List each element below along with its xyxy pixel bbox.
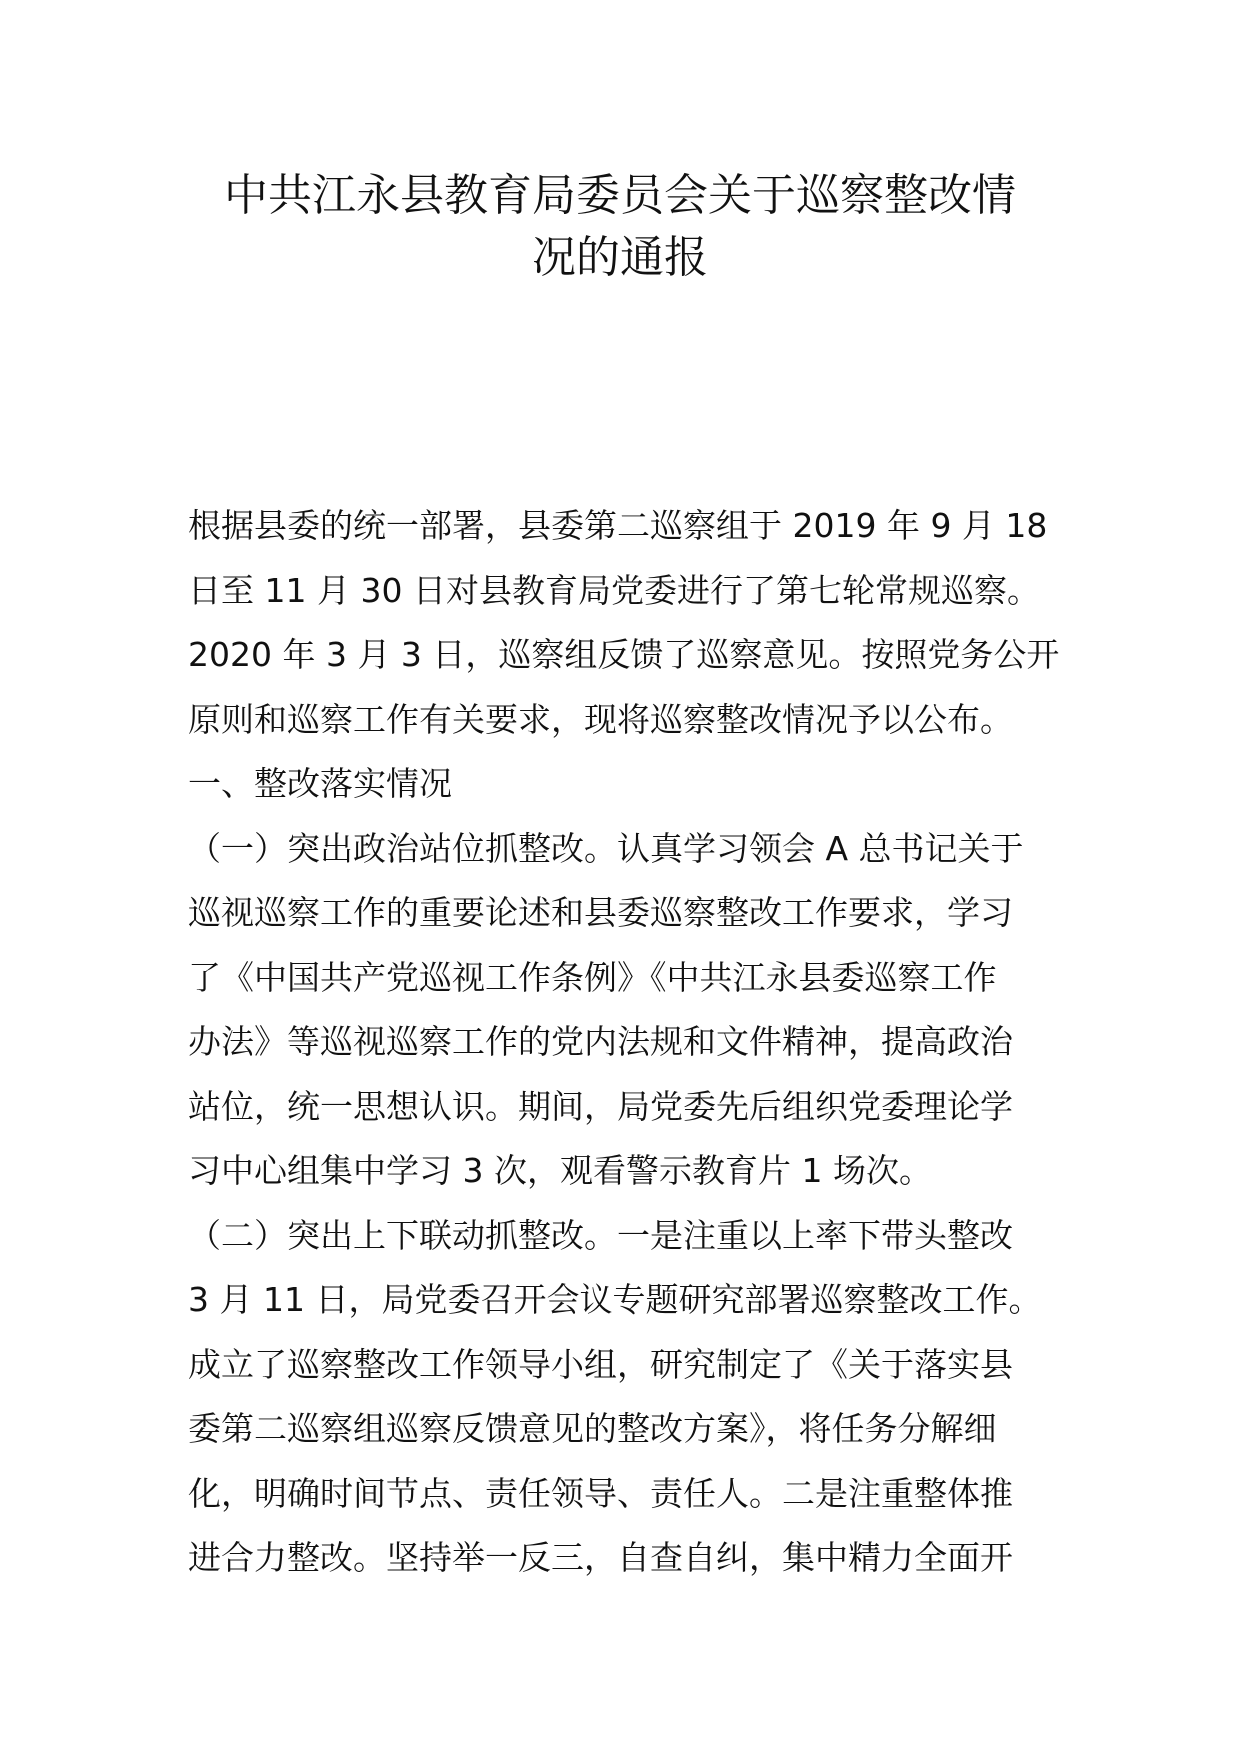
body-line: 3 月 11 日，局党委召开会议专题研究部署巡察整改工作。 — [188, 1280, 1042, 1319]
body-line: 巡视巡察工作的重要论述和县委巡察整改工作要求，学习 — [188, 893, 1013, 932]
body-line: 根据县委的统一部署，县委第二巡察组于 2019 年 9 月 18 — [188, 506, 1048, 545]
body-line: 2020 年 3 月 3 日，巡察组反馈了巡察意见。按照党务公开 — [188, 635, 1060, 674]
body-line: 办法》等巡视巡察工作的党内法规和文件精神，提高政治 — [188, 1022, 1013, 1061]
body-line: 原则和巡察工作有关要求，现将巡察整改情况予以公布。 — [188, 699, 1013, 739]
body-line: 委第二巡察组巡察反馈意见的整改方案》，将任务分解细 — [188, 1409, 997, 1448]
body-line: 日至 11 月 30 日对县教育局党委进行了第七轮常规巡察。 — [188, 570, 1040, 610]
body-line: 习中心组集中学习 3 次，观看警示教育片 1 场次。 — [188, 1151, 932, 1190]
title-line-1: 中共江永县教育局委员会关于巡察整改情 — [224, 170, 1016, 221]
body-line: 站位，统一思想认识。期间，局党委先后组织党委理论学 — [188, 1086, 1013, 1126]
body-line: 成立了巡察整改工作领导小组，研究制定了《关于落实县 — [188, 1344, 1013, 1384]
body-line: （一）突出政治站位抓整改。认真学习领会 A 总书记关于 — [188, 828, 1024, 868]
body-line: 化，明确时间节点、责任领导、责任人。二是注重整体推 — [188, 1473, 1013, 1513]
title-line-2: 况的通报 — [532, 232, 708, 283]
body-line: 进合力整改。坚持举一反三，自查自纠，集中精力全面开 — [188, 1538, 1013, 1577]
body-line: （二）突出上下联动抓整改。一是注重以上率下带头整改 — [188, 1215, 1013, 1255]
body-line: 了《中国共产党巡视工作条例》《中共江永县委巡察工作 — [188, 957, 997, 997]
section-heading: 一、整改落实情况 — [188, 764, 452, 803]
document-body — [188, 494, 1068, 1591]
document-title — [150, 165, 1090, 289]
